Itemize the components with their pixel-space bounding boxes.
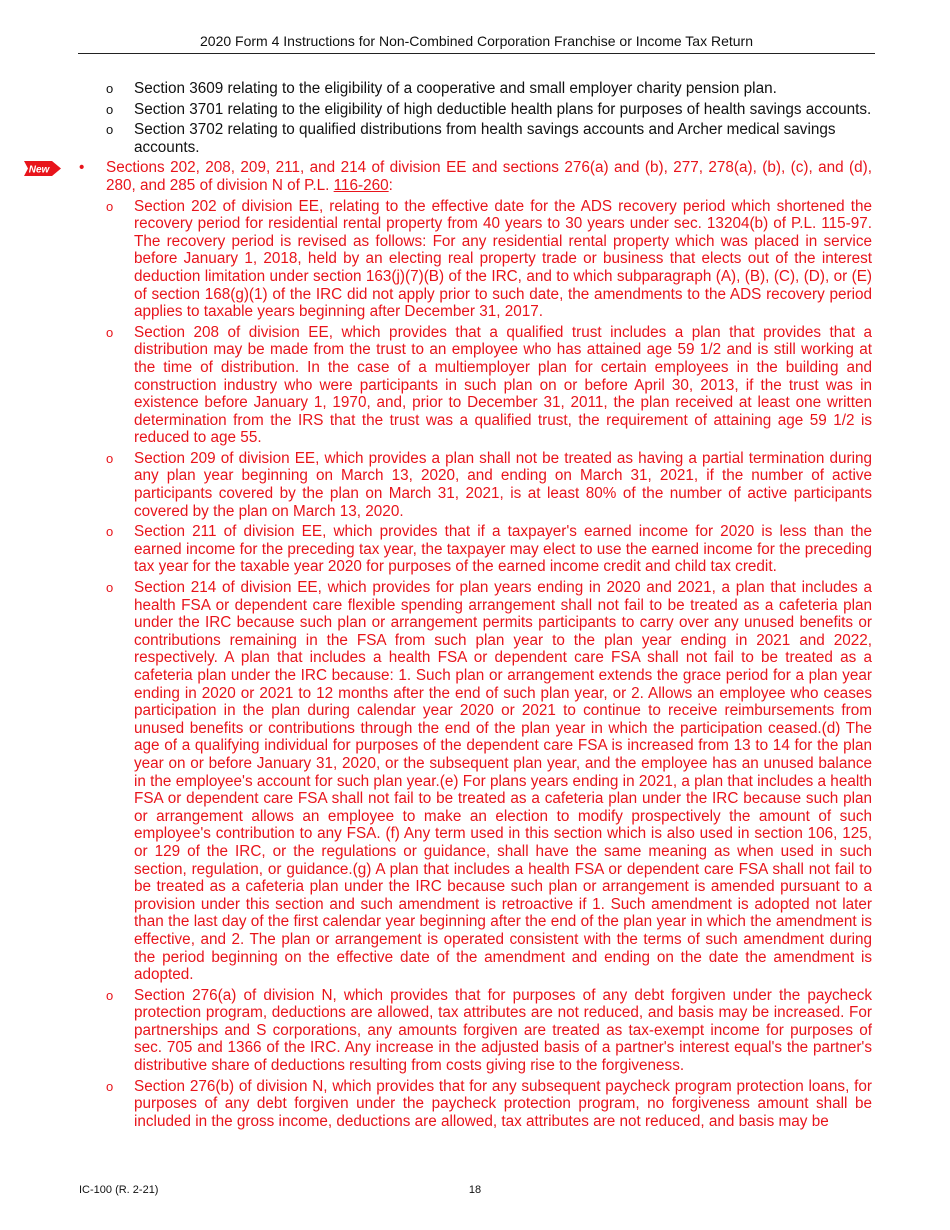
footer-form-id: IC-100 (R. 2-21) (79, 1184, 159, 1196)
list-item-text: Section 202 of division EE, relating to the effective date for the ADS recovery period which shortened the recovery period for residential rental property from 40 years to 30 years under sec. 13204(b) of P.L. 115-97. The recovery period is revised as follows: For any residential rental property which was placed in service before January 1, 2018, held by an electing real property trade or business that elects out of the interest deduction limitation under section 163(j)(7)(B) of the IRC, and to which subparagraph (A), (B), (C), (D), or (E) of section 168(g)(1) of the IRC did not apply prior to such date, the amendments to the ADS recovery period applies to taxable years beginning after December 31, 2017. (134, 197, 872, 321)
circle-bullet-icon: o (106, 81, 114, 96)
circle-bullet-icon: o (106, 122, 114, 138)
list-item (0, 198, 950, 321)
circle-bullet-icon: o (106, 580, 114, 596)
list-item (0, 450, 950, 520)
list-item-text: Section 3701 relating to the eligibility of high deductible health plans for purposes of health savings accounts. (134, 100, 872, 118)
list-item (0, 101, 950, 119)
footer-page-number: 18 (468, 1184, 482, 1196)
circle-bullet-icon: o (106, 101, 114, 117)
list-item-text: Section 3609 relating to the eligibility of a cooperative and small employer charity pension plan. (134, 80, 777, 97)
circle-bullet-icon: o (106, 1078, 114, 1094)
list-item-text: Section 209 of division EE, which provides a plan shall not be treated as having a partial termination during any plan year beginning on March 13, 2020, and ending on March 31, 2021, if the number of active participants covered by the plan on March 31, 2021, is at least 80% of the number of active participants covered by the plan on March 13, 2020. (134, 449, 872, 520)
new-flag-icon (24, 161, 61, 176)
page-header-title: 2020 Form 4 Instructions for Non-Combined Corporation Franchise or Income Tax Return (200, 33, 753, 49)
new-flag-label: New (28, 164, 50, 176)
list-item (0, 1078, 950, 1131)
list-item-text: Section 211 of division EE, which provides that if a taxpayer's earned income for 2020 is less than the earned income for the preceding tax year, the taxpayer may elect to use the earned income for the preceding tax year for the taxable year 2020 for purposes of the earned income credit and child tax credit. (134, 523, 872, 576)
list-item-text: Section 208 of division EE, which provides that a qualified trust includes a plan that provides that a distribution may be made from the trust to an employee who has attained age 59 1/2 and is still working at the time of distribution. In the case of a multiemployer plan for certain employees in the building and construction industry who were participants in such plan on or before April 30, 2013, if the trust was in existence before January 1, 1970, and, prior to December 31, 2011, the plan received at least one written determination from the IRS that the trust was a qualified trust, the requirement of attaining age 59 1/2 is reduced to age 55. (134, 323, 872, 447)
circle-bullet-icon: o (106, 987, 114, 1003)
page-content (0, 80, 950, 1133)
new-section-bullet (0, 159, 950, 194)
circle-bullet-icon: o (106, 450, 114, 466)
public-law-link[interactable]: 116-260 (333, 176, 389, 194)
circle-bullet-icon: o (106, 524, 114, 540)
main-bullet-text: Sections 202, 208, 209, 211, and 214 of division EE and sections 276(a) and (b), 277, 278(a), (b), (c), and (d), 280, and 285 of division N of P.L. (106, 159, 872, 194)
list-item (0, 324, 950, 447)
list-item-text: Section 276(b) of division N, which provides that for any subsequent paycheck program protection loans, for purposes of any debt forgiven under the paycheck protection program, no forgiveness amount shall be included in the gross income, deductions are allowed, tax attributes are not reduced, and basis may be (134, 1077, 872, 1130)
bullet-icon: • (79, 159, 85, 177)
circle-bullet-icon: o (106, 198, 114, 214)
header-rule (78, 53, 875, 54)
list-item (0, 80, 950, 98)
main-bullet-colon: : (388, 176, 393, 194)
list-item-text: Section 214 of division EE, which provides for plan years ending in 2020 and 2021, a plan that includes a health FSA or dependent care flexible spending arrangement shall not fail to be treated as a cafeteria plan under the IRC because such plan or arrangement permits participants to carry over any unused benefits or contributions remaining in the FSA from such plan year to the plan year ending in 2021 and 2022, respectively. A plan that includes a health FSA or dependent care FSA shall not fail to be treated as a cafeteria plan under the IRC because: 1. Such plan or arrangement extends the grace period for a plan year ending in 2020 or 2021 to 12 months after the end of such plan year, or 2. Allows an employee who ceases participation in the plan during calendar year 2020 or 2021 to continue to receive reimbursements from unused benefits or contributions through the end of the plan year in which the participation ceased.(d) The age of a qualifying individual for purposes of the dependent care FSA is increased from 13 to 14 for the plan year on or before January 31, 2020, or the subsequent plan year, and the employee has an unused balance in the employee's account for such plan year.(e) For plans years ending in 2021, a plan that includes a health FSA or dependent care FSA shall not fail to be treated as a cafeteria plan under the IRC because such plan or arrangement allows an employee to make an election to modify prospectively the amount of such employee's contribution to any FSA. (f) Any term used in this section which is also used in section 106, 125, or 129 of the IRC, or the regulations or guidance, shall have the same meaning as when used in such section, regulation, or guidance.(g) A plan that includes a health FSA or dependent care FSA shall not fail to be treated as a cafeteria plan under the IRC because such plan or arrangement is amended pursuant to a provision under this section and such amendment is retroactive if 1. Such amendment is adopted not later than the last day of the first calendar year beginning after the end of the plan year in which the amendment is effective, and 2. The plan or arrangement is operated consistent with the terms of such amendment during the period beginning on the effective date of the amendment and ending on the date the amendment is adopted. (134, 579, 872, 984)
list-item-text: Section 3702 relating to qualified distributions from health savings accounts and Archer medical savings accounts. (134, 121, 836, 156)
list-item (0, 579, 950, 984)
circle-bullet-icon: o (106, 324, 114, 340)
list-item (0, 523, 950, 576)
list-item (0, 121, 950, 156)
list-item (0, 987, 950, 1075)
list-item-text: Section 276(a) of division N, which provides that for purposes of any debt forgiven under the paycheck protection program, deductions are allowed, tax attributes are not reduced, and basis may be increased. For partnerships and S corporations, any amounts forgiven are treated as tax-exempt income for purposes of sec. 705 and 1366 of the IRC. Any increase in the adjusted basis of a partner's interest equal's the partner's distributive share of deductions resulting from costs giving rise to the forgiveness. (134, 986, 872, 1075)
